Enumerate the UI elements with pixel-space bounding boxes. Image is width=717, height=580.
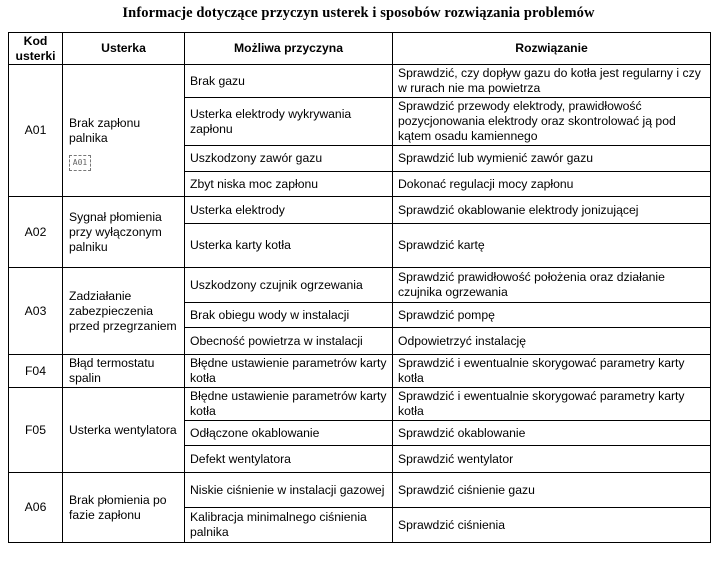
solution-cell: Odpowietrzyć instalację <box>393 328 711 355</box>
table-row <box>9 473 711 508</box>
table-row <box>9 268 711 303</box>
cause-cell: Usterka elektrody <box>185 197 393 224</box>
fault-code: A01 <box>9 65 63 197</box>
cause-cell: Usterka elektrody wykrywania zapłonu <box>185 98 393 146</box>
cause-cell: Uszkodzony zawór gazu <box>185 146 393 172</box>
fault-code: F04 <box>9 355 63 388</box>
fault-name: Brak płomienia po fazie zapłonu <box>63 473 185 543</box>
cause-cell: Brak obiegu wody w instalacji <box>185 303 393 328</box>
solution-cell: Sprawdzić kartę <box>393 224 711 268</box>
solution-cell: Sprawdzić wentylator <box>393 446 711 473</box>
solution-cell: Sprawdzić ciśnienia <box>393 508 711 543</box>
cause-cell: Zbyt niska moc zapłonu <box>185 172 393 197</box>
solution-cell: Dokonać regulacji mocy zapłonu <box>393 172 711 197</box>
cause-cell: Odłączone okablowanie <box>185 421 393 446</box>
cause-cell: Błędne ustawienie parametrów karty kotła <box>185 355 393 388</box>
cause-cell: Brak gazu <box>185 65 393 98</box>
solution-cell: Sprawdzić i ewentualnie skorygować parametry karty kotła <box>393 355 711 388</box>
cause-cell: Uszkodzony czujnik ogrzewania <box>185 268 393 303</box>
header-cause: Możliwa przyczyna <box>185 33 393 65</box>
fault-code: A06 <box>9 473 63 543</box>
solution-cell: Sprawdzić, czy dopływ gazu do kotła jest regularny i czy w rurach nie ma powietrza <box>393 65 711 98</box>
solution-cell: Sprawdzić i ewentualnie skorygować parametry karty kotła <box>393 388 711 421</box>
cause-cell: Usterka karty kotła <box>185 224 393 268</box>
header-code: Kod usterki <box>9 33 63 65</box>
solution-cell: Sprawdzić okablowanie elektrody jonizującej <box>393 197 711 224</box>
fault-code: F05 <box>9 388 63 473</box>
troubleshooting-table <box>8 32 711 543</box>
table-row <box>9 197 711 224</box>
page-title: Informacje dotyczące przyczyn usterek i sposobów rozwiązania problemów <box>122 5 595 21</box>
fault-name: Usterka wentylatora <box>63 388 185 473</box>
table-row <box>9 65 711 98</box>
fault-name: Zadziałanie zabezpieczenia przed przegrzaniem <box>63 268 185 355</box>
cause-cell: Kalibracja minimalnego ciśnienia palnika <box>185 508 393 543</box>
fault-name: Błąd termostatu spalin <box>63 355 185 388</box>
fault-code: A03 <box>9 268 63 355</box>
cause-cell: Błędne ustawienie parametrów karty kotła <box>185 388 393 421</box>
cause-cell: Niskie ciśnienie w instalacji gazowej <box>185 473 393 508</box>
solution-cell: Sprawdzić prawidłowość położenia oraz działanie czujnika ogrzewania <box>393 268 711 303</box>
solution-cell: Sprawdzić ciśnienie gazu <box>393 473 711 508</box>
solution-cell: Sprawdzić lub wymienić zawór gazu <box>393 146 711 172</box>
stamp-image: A01 <box>69 155 91 171</box>
solution-cell: Sprawdzić przewody elektrody, prawidłowość pozycjonowania elektrody oraz skontrolować ją pod kątem osadu kamiennego <box>393 98 711 146</box>
fault-name <box>63 65 185 197</box>
header-solution: Rozwiązanie <box>393 33 711 65</box>
cause-cell: Defekt wentylatora <box>185 446 393 473</box>
fault-name-text: Brak zapłonu palnika <box>69 115 141 145</box>
header-fault: Usterka <box>63 33 185 65</box>
fault-name: Sygnał płomienia przy wyłączonym palniku <box>63 197 185 268</box>
cause-cell: Obecność powietrza w instalacji <box>185 328 393 355</box>
header-row <box>9 33 711 65</box>
table-row <box>9 388 711 421</box>
table-row <box>9 355 711 388</box>
solution-cell: Sprawdzić pompę <box>393 303 711 328</box>
fault-code: A02 <box>9 197 63 268</box>
solution-cell: Sprawdzić okablowanie <box>393 421 711 446</box>
